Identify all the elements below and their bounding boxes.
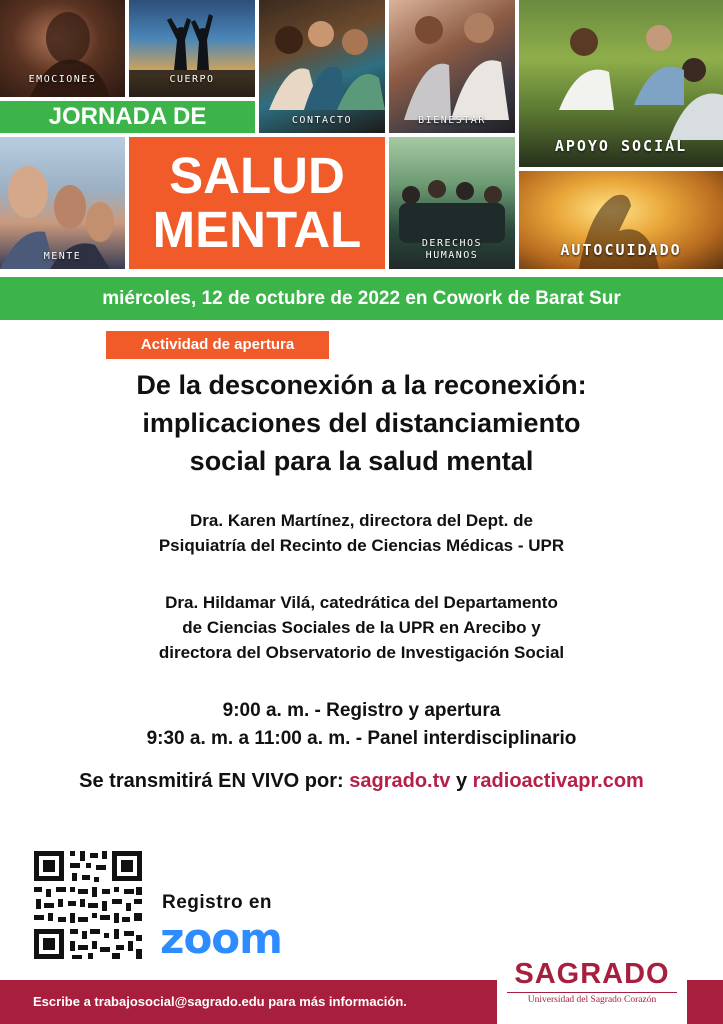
activity-title-line: implicaciones del distanciamiento xyxy=(142,408,581,438)
activity-title-line: social para la salud mental xyxy=(189,446,534,476)
photo-cuerpo xyxy=(129,0,255,97)
schedule-item: 9:30 a. m. a 11:00 a. m. - Panel interdisciplinario xyxy=(146,728,577,749)
label-cuerpo: CUERPO xyxy=(169,74,215,85)
label-contacto: CONTACTO xyxy=(291,115,353,126)
label-derechos-humanos-2: HUMANOS xyxy=(425,250,479,261)
live-stream-info xyxy=(20,766,703,796)
activity-title xyxy=(40,366,683,480)
schedule-item: 9:00 a. m. - Registro y apertura xyxy=(222,700,501,721)
logo-wordmark: SAGRADO xyxy=(514,958,670,990)
photo-contacto xyxy=(259,0,385,133)
label-autocuidado: AUTOCUIDADO xyxy=(560,241,682,259)
contacto-people-icon xyxy=(259,0,385,133)
label-bienestar: BIENESTAR xyxy=(418,115,486,126)
speaker-line: directora del Observatorio de Investigación Social xyxy=(158,643,565,662)
logo-divider xyxy=(507,992,677,993)
sagrado-logo xyxy=(497,950,687,1024)
speaker-hildamar-vila xyxy=(40,590,683,665)
main-title-banner xyxy=(129,137,385,269)
photo-mente xyxy=(0,137,125,269)
main-title-line1: SALUD xyxy=(169,147,345,204)
photo-bienestar xyxy=(389,0,515,133)
photo-apoyo-social xyxy=(519,0,723,167)
speaker-line: de Ciencias Sociales de la UPR en Arecibo y xyxy=(182,618,541,637)
activity-tag: Actividad de apertura xyxy=(106,331,329,359)
logo-subtitle: Universidad del Sagrado Corazón xyxy=(527,995,657,1005)
stream-prefix: Se transmitirá EN VIVO por: xyxy=(79,770,350,792)
photo-autocuidado xyxy=(519,171,723,269)
contact-info: Escribe a trabajosocial@sagrado.edu para más información. xyxy=(33,994,407,1009)
mente-faces-icon xyxy=(0,137,125,269)
schedule xyxy=(40,697,683,753)
speaker-line: Dra. Karen Martínez, directora del Dept. de xyxy=(190,511,533,530)
zoom-logo[interactable]: zoom xyxy=(160,914,282,963)
qr-code-icon[interactable] xyxy=(32,849,144,961)
photo-emociones xyxy=(0,0,125,97)
stream-connector: y xyxy=(450,770,473,792)
label-derechos-humanos-1: DERECHOS xyxy=(421,238,483,249)
registration-label: Registro en xyxy=(162,892,273,913)
photo-derechos-humanos xyxy=(389,137,515,269)
label-apoyo-social: APOYO SOCIAL xyxy=(554,137,688,155)
date-location-bar: miércoles, 12 de octubre de 2022 en Cowork de Barat Sur xyxy=(0,277,723,320)
radioactivapr-link[interactable]: radioactivapr.com xyxy=(472,770,644,792)
activity-title-line: De la desconexión a la reconexión: xyxy=(136,370,587,400)
label-emociones: EMOCIONES xyxy=(28,74,97,85)
main-title-line2: MENTAL xyxy=(152,201,362,258)
sagrado-tv-link[interactable]: sagrado.tv xyxy=(349,770,451,792)
bienestar-people-icon xyxy=(389,0,515,133)
speaker-line: Psiquiatría del Recinto de Ciencias Médicas - UPR xyxy=(158,536,565,555)
label-mente: MENTE xyxy=(43,251,82,262)
qr-code-graphic xyxy=(32,849,144,961)
pre-title-banner: JORNADA DE xyxy=(0,101,255,133)
speaker-karen-martinez xyxy=(40,508,683,558)
speaker-line: Dra. Hildamar Vilá, catedrática del Departamento xyxy=(165,593,558,612)
